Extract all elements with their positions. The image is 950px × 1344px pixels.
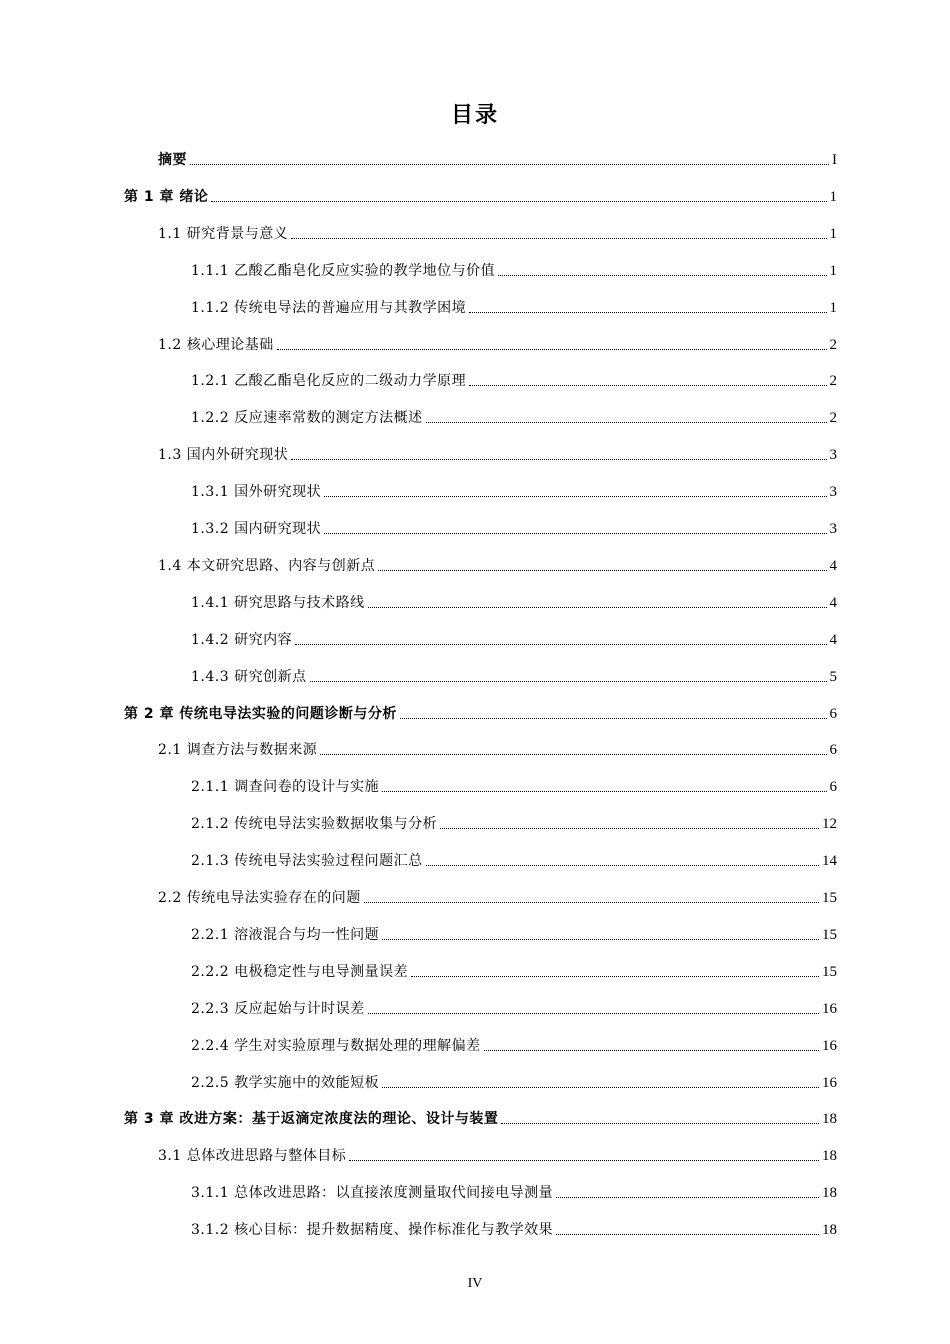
toc-leader-dots (320, 754, 826, 755)
toc-entry[interactable] (191, 372, 837, 390)
toc-entry[interactable] (191, 852, 837, 870)
toc-entry-label: 2.1 调查方法与数据来源 (158, 742, 318, 758)
toc-leader-dots (556, 1234, 819, 1235)
toc-entry-label: 2.2.3 反应起始与计时误差 (191, 1001, 365, 1017)
toc-entry[interactable] (191, 668, 837, 686)
toc-entry-page: 2 (829, 337, 837, 353)
toc-entry[interactable] (158, 336, 837, 354)
toc-entry-label: 1.4.3 研究创新点 (191, 669, 307, 685)
toc-entry-page: 4 (829, 595, 837, 611)
toc-entry-label: 1.4.2 研究内容 (191, 632, 293, 648)
toc-leader-dots (291, 238, 826, 239)
toc-entry-label: 2.1.2 传统电导法实验数据收集与分析 (191, 816, 438, 832)
toc-entry[interactable] (191, 631, 837, 649)
toc-entry-label: 2.2.4 学生对实验原理与数据处理的理解偏差 (191, 1038, 481, 1054)
toc-entry[interactable] (158, 151, 837, 169)
toc-entry-page: 18 (822, 1148, 837, 1164)
toc-entry-page: 15 (822, 964, 837, 980)
toc-entry[interactable] (191, 1221, 837, 1239)
toc-entry-page: 15 (822, 927, 837, 943)
toc-entry[interactable] (124, 705, 837, 723)
toc-leader-dots (484, 1050, 819, 1051)
toc-leader-dots (190, 164, 829, 165)
toc-leader-dots (324, 496, 826, 497)
toc-entry-page: 12 (822, 816, 837, 832)
toc-entry[interactable] (191, 926, 837, 944)
toc-entry-page: 14 (822, 853, 837, 869)
toc-entry-page: 16 (822, 1075, 837, 1091)
toc-leader-dots (426, 422, 827, 423)
toc-entry-label: 1.2.1 乙酸乙酯皂化反应的二级动力学原理 (191, 373, 467, 389)
page-number: IV (467, 1276, 483, 1291)
toc-entry-page: 2 (829, 373, 837, 389)
toc-entry[interactable] (191, 1000, 837, 1018)
toc-entry-label: 3.1.2 核心目标：提升数据精度、操作标准化与教学效果 (191, 1222, 554, 1238)
toc-entry[interactable] (124, 1110, 837, 1128)
toc-entry[interactable] (158, 1147, 837, 1165)
toc-entry-label: 2.1.1 调查问卷的设计与实施 (191, 779, 380, 795)
toc-entry-label: 第 3 章 改进方案：基于返滴定浓度法的理论、设计与装置 (124, 1111, 499, 1127)
toc-entry-page: 2 (829, 410, 837, 426)
toc-leader-dots (382, 1087, 819, 1088)
toc-entry[interactable] (191, 1074, 837, 1092)
toc-entry-page: 6 (829, 706, 837, 722)
toc-entry-label: 第 1 章 绪论 (124, 189, 209, 205)
toc-leader-dots (498, 275, 826, 276)
toc-entry-label: 1.2.2 反应速率常数的测定方法概述 (191, 410, 423, 426)
toc-entry[interactable] (158, 225, 837, 243)
toc-leader-dots (411, 976, 819, 977)
toc-leader-dots (400, 718, 827, 719)
toc-entry-page: 3 (829, 521, 837, 537)
toc-entry-page: 6 (829, 779, 837, 795)
toc-entry-label: 1.1.1 乙酸乙酯皂化反应实验的教学地位与价值 (191, 263, 496, 279)
toc-entry-page: 18 (822, 1222, 837, 1238)
toc-entry-label: 1.4.1 研究思路与技术路线 (191, 595, 365, 611)
toc-entry[interactable] (191, 1184, 837, 1202)
toc-entry-label: 2.1.3 传统电导法实验过程问题汇总 (191, 853, 423, 869)
toc-leader-dots (469, 312, 826, 313)
toc-entry-label: 1.1.2 传统电导法的普遍应用与其教学困境 (191, 300, 467, 316)
toc-entry-label: 3.1.1 总体改进思路：以直接浓度测量取代间接电导测量 (191, 1185, 554, 1201)
toc-leader-dots (382, 939, 819, 940)
toc-entry[interactable] (191, 594, 837, 612)
toc-entry-page: 16 (822, 1001, 837, 1017)
toc-leader-dots (368, 607, 827, 608)
toc-entry[interactable] (124, 188, 837, 206)
toc-entry-page: 4 (829, 558, 837, 574)
toc-entry-page: 18 (822, 1185, 837, 1201)
toc-entry-page: 6 (829, 742, 837, 758)
page-title: 目录 (450, 103, 499, 128)
toc-leader-dots (382, 791, 826, 792)
toc-entry[interactable] (158, 557, 837, 575)
toc-entry-label: 2.2.5 教学实施中的效能短板 (191, 1075, 380, 1091)
toc-leader-dots (324, 533, 826, 534)
toc-entry-page: 4 (829, 632, 837, 648)
toc-leader-dots (426, 865, 819, 866)
toc-entry-label: 1.3 国内外研究现状 (158, 447, 289, 463)
toc-leader-dots (295, 644, 826, 645)
toc-leader-dots (501, 1123, 819, 1124)
toc-leader-dots (277, 349, 827, 350)
toc-leader-dots (368, 1013, 819, 1014)
toc-leader-dots (291, 459, 826, 460)
toc-entry[interactable] (191, 299, 837, 317)
toc-leader-dots (440, 828, 819, 829)
toc-entry-label: 2.2.2 电极稳定性与电导测量误差 (191, 964, 409, 980)
toc-entry-page: 1 (829, 263, 837, 279)
toc-entry-page: 15 (822, 890, 837, 906)
toc-entry[interactable] (191, 1037, 837, 1055)
toc-leader-dots (556, 1197, 819, 1198)
toc-entry-label: 摘要 (158, 152, 187, 168)
toc-entry[interactable] (191, 815, 837, 833)
toc-entry-page: 5 (829, 669, 837, 685)
toc-entry-label: 1.3.1 国外研究现状 (191, 484, 322, 500)
toc-entry-page: 16 (822, 1038, 837, 1054)
toc-entry[interactable] (158, 889, 837, 907)
toc-entry[interactable] (191, 520, 837, 538)
toc-entry-page: 3 (829, 484, 837, 500)
toc-entry[interactable] (158, 741, 837, 759)
toc-leader-dots (310, 681, 827, 682)
toc-entry[interactable] (158, 446, 837, 464)
toc-entry-label: 2.2 传统电导法实验存在的问题 (158, 890, 361, 906)
toc-entry-page: 3 (829, 447, 837, 463)
toc-entry-label: 第 2 章 传统电导法实验的问题诊断与分析 (124, 706, 397, 722)
toc-entry-label: 3.1 总体改进思路与整体目标 (158, 1148, 347, 1164)
toc-entry-page: 1 (829, 300, 837, 316)
toc-leader-dots (349, 1160, 819, 1161)
toc-entry[interactable] (191, 483, 837, 501)
toc-leader-dots (364, 902, 819, 903)
toc-entry-page: 1 (829, 226, 837, 242)
toc-entry-label: 1.3.2 国内研究现状 (191, 521, 322, 537)
toc-entry-label: 1.4 本文研究思路、内容与创新点 (158, 558, 376, 574)
toc-leader-dots (469, 385, 826, 386)
toc-entry-label: 1.2 核心理论基础 (158, 337, 274, 353)
toc-entry-page: 1 (829, 189, 837, 205)
toc-entry[interactable] (191, 262, 837, 280)
toc-entry-page: 18 (822, 1111, 837, 1127)
toc-leader-dots (378, 570, 826, 571)
toc-entry[interactable] (191, 778, 837, 796)
toc-entry[interactable] (191, 409, 837, 427)
toc-entry-label: 1.1 研究背景与意义 (158, 226, 289, 242)
toc-entry-page: I (832, 152, 837, 168)
toc-entry[interactable] (191, 963, 837, 981)
toc-leader-dots (211, 201, 826, 202)
toc-entry-label: 2.2.1 溶液混合与均一性问题 (191, 927, 380, 943)
